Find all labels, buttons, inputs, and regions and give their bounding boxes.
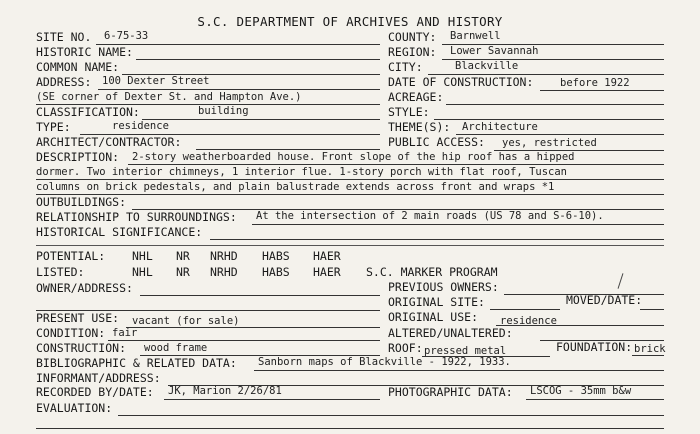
architect-label: ARCHITECT/CONTRACTOR: — [36, 135, 182, 149]
city-value: Blackville — [455, 60, 519, 72]
potential-label: POTENTIAL: — [36, 249, 106, 263]
biblio-line — [254, 370, 664, 371]
theme-line — [456, 134, 664, 135]
moved-date-line — [640, 309, 664, 310]
owner-line — [140, 295, 380, 296]
recorded-label: RECORDED BY/DATE: — [36, 385, 154, 399]
style-label: STYLE: — [388, 105, 430, 119]
recorded-value: JK, Marion 2/26/81 — [168, 385, 282, 397]
historic-name-label: HISTORIC NAME: — [36, 45, 133, 59]
condition-line — [108, 340, 380, 341]
description-line2: dormer. Two interior chimneys, 1 interior flue. 1-story porch with flat roof, Tuscan — [36, 166, 568, 178]
pen-mark — [618, 273, 624, 289]
present-use-value: vacant (for sale) — [132, 315, 240, 327]
listed-habs: HABS — [262, 265, 290, 279]
moved-date-label: MOVED/DATE: — [566, 293, 643, 307]
potential-nrhd: NRHD — [210, 249, 238, 263]
biblio-label: BIBLIOGRAPHIC & RELATED DATA: — [36, 356, 237, 370]
listed-label: LISTED: — [36, 265, 85, 279]
site-no-line — [96, 44, 380, 45]
city-label: CITY: — [388, 60, 423, 74]
relationship-line — [252, 224, 664, 225]
description-rule-3 — [36, 194, 664, 195]
evaluation-line — [118, 415, 664, 416]
evaluation-label: EVALUATION: — [36, 401, 113, 415]
condition-value: fair — [112, 327, 138, 339]
classification-label: CLASSIFICATION: — [36, 105, 140, 119]
original-use-value: residence — [500, 315, 557, 327]
description-line1: 2-story weatherboarded house. Front slope of the hip roof has a hipped — [132, 151, 575, 163]
classification-value: building — [198, 105, 249, 117]
theme-label: THEME(S): — [388, 120, 451, 134]
photographic-label: PHOTOGRAPHIC DATA: — [388, 385, 513, 399]
description-rule-1 — [128, 164, 664, 165]
present-use-label: PRESENT USE: — [36, 311, 120, 325]
original-use-line — [496, 325, 664, 326]
roof-value: pressed metal — [424, 345, 507, 357]
date-label: DATE OF CONSTRUCTION: — [388, 75, 534, 89]
foundation-value: brick — [634, 343, 666, 355]
relationship-value: At the intersection of 2 main roads (US 78 and S-6-10). — [256, 210, 604, 222]
roof-label: ROOF: — [388, 341, 423, 355]
bottom-rule — [36, 428, 664, 429]
type-value: residence — [112, 120, 169, 132]
card-title: S.C. DEPARTMENT OF ARCHIVES AND HISTORY — [197, 14, 503, 29]
architect-line — [196, 149, 380, 150]
site-no-label: SITE NO. — [36, 30, 92, 44]
foundation-label: FOUNDATION: — [556, 340, 633, 354]
description-rule-2 — [36, 179, 664, 180]
photographic-value: LSCOG - 35mm b&w — [530, 385, 632, 397]
site-no-value: 6-75-33 — [104, 30, 149, 42]
listed-haer: HAER — [313, 265, 341, 279]
original-site-label: ORIGINAL SITE: — [388, 295, 485, 309]
address-value: 100 Dexter Street — [102, 75, 210, 87]
construction-label: CONSTRUCTION: — [36, 341, 127, 355]
historic-name-line — [136, 59, 380, 60]
potential-haer: HAER — [313, 249, 341, 263]
county-value: Barnwell — [450, 30, 501, 42]
region-value: Lower Savannah — [450, 45, 539, 57]
classification-line — [142, 119, 380, 120]
significance-line — [210, 239, 664, 240]
potential-nr: NR — [176, 249, 190, 263]
listed-nrhd: NRHD — [210, 265, 238, 279]
informant-label: INFORMANT/ADDRESS: — [36, 371, 161, 385]
date-value: before 1922 — [560, 77, 630, 89]
date-line — [540, 90, 664, 91]
address-line2: (SE corner of Dexter St. and Hampton Ave.) — [36, 91, 302, 103]
potential-nhl: NHL — [132, 249, 153, 263]
public-access-value: yes, restricted — [502, 137, 597, 149]
marker-program-label: S.C. MARKER PROGRAM — [366, 265, 498, 279]
relationship-label: RELATIONSHIP TO SURROUNDINGS: — [36, 210, 237, 224]
previous-owners-label: PREVIOUS OWNERS: — [388, 280, 499, 294]
type-label: TYPE: — [36, 120, 71, 134]
description-label: DESCRIPTION: — [36, 150, 120, 164]
condition-label: CONDITION: — [36, 326, 106, 340]
original-use-label: ORIGINAL USE: — [388, 310, 479, 324]
foundation-line — [632, 355, 664, 356]
common-name-label: COMMON NAME: — [36, 60, 120, 74]
significance-label: HISTORICAL SIGNIFICANCE: — [36, 225, 203, 239]
owner-label: OWNER/ADDRESS: — [36, 281, 133, 295]
style-line — [434, 119, 664, 120]
listed-nhl: NHL — [132, 265, 153, 279]
county-label: COUNTY: — [388, 30, 437, 44]
construction-value: wood frame — [144, 342, 208, 354]
section-divider-1 — [36, 245, 664, 246]
acreage-label: ACREAGE: — [388, 90, 444, 104]
public-access-label: PUBLIC ACCESS: — [388, 135, 485, 149]
region-label: REGION: — [388, 45, 437, 59]
present-use-line — [126, 327, 380, 328]
original-site-line — [490, 309, 560, 310]
acreage-line — [446, 104, 664, 105]
outbuildings-label: OUTBUILDINGS: — [36, 195, 127, 209]
recorded-line — [164, 399, 380, 400]
altered-label: ALTERED/UNALTERED: — [388, 326, 513, 340]
potential-habs: HABS — [262, 249, 290, 263]
address-line — [98, 89, 380, 90]
address-label: ADDRESS: — [36, 75, 92, 89]
photographic-line — [526, 399, 664, 400]
listed-nr: NR — [176, 265, 190, 279]
theme-value: Architecture — [462, 121, 538, 133]
biblio-value: Sanborn maps of Blackville - 1922, 1933. — [258, 356, 511, 368]
description-line3: columns on brick pedestals, and plain balustrade extends across front and wraps *1 — [36, 181, 555, 193]
